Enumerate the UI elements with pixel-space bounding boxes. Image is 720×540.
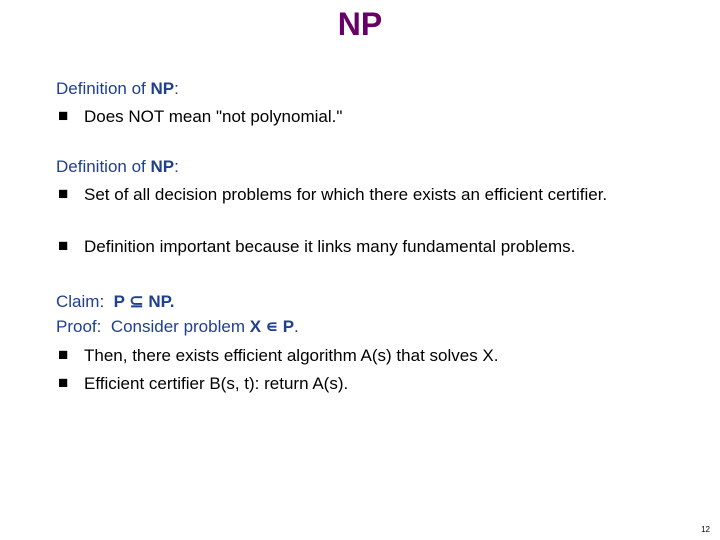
bullet-icon: ■ [58, 345, 69, 364]
definition-heading-prefix: Definition of [56, 79, 151, 98]
proof-text-prefix: Consider problem [110, 317, 250, 336]
bullet-text: Then, there exists efficient algorithm A(s) that solves X. [84, 346, 499, 365]
np-term: NP [150, 157, 175, 176]
bullet-icon: ■ [58, 184, 69, 203]
bullet-text: Definition important because it links many fundamental problems. [84, 237, 576, 256]
claim-text: P ⊆ NP. [113, 292, 175, 311]
definition-heading-1 [56, 78, 179, 99]
bullet-icon: ■ [58, 236, 69, 255]
slide-title: NP [337, 6, 383, 42]
definition-heading-prefix: Definition of [56, 157, 151, 176]
np-term: NP [150, 79, 175, 98]
bullet-text: Efficient certifier B(s, t): return A(s). [84, 374, 349, 393]
page-number: 12 [701, 525, 710, 534]
claim-line [56, 291, 175, 312]
definition-heading-suffix: : [174, 157, 179, 176]
bullet-text: Set of all decision problems for which there exists an efficient certifier. [84, 185, 608, 204]
definition-heading-2 [56, 156, 179, 177]
proof-text-var: X ∊ P [249, 317, 295, 336]
bullet-text: Does NOT mean "not polynomial." [84, 107, 343, 126]
claim-label: Claim: [56, 292, 105, 311]
proof-line [56, 316, 299, 337]
bullet-icon: ■ [58, 106, 69, 125]
proof-label: Proof: [56, 317, 102, 336]
bullet-icon: ■ [58, 373, 69, 392]
proof-text-suffix: . [294, 317, 299, 336]
definition-heading-suffix: : [174, 79, 179, 98]
